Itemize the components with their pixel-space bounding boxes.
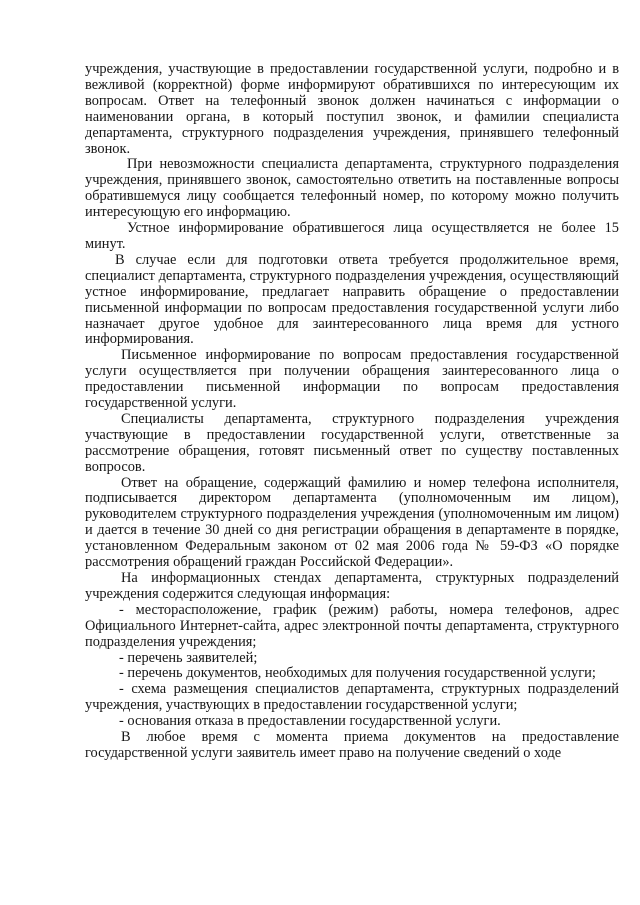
paragraph-impossibility: При невозможности специалиста департамента, структурного подразделения учреждения, принявшего звонок, самостоятельно ответить на поставленные вопросы обратившемуся лицу сообщается телефонный номер, по которому можно получить интересующую его информацию. — [85, 156, 619, 221]
list-item: - перечень заявителей; — [119, 649, 258, 666]
list-item: - схема размещения специалистов департамента, структурных подразделений учреждения, участвующих в предоставлении государственной услуги; — [85, 681, 619, 714]
paragraph-info-stands: На информационных стендах департамента, структурных подразделений учреждения содержится следующая информация: — [85, 570, 619, 602]
paragraph-oral-duration: Устное информирование обратившегося лица осуществляется не более 15 минут. — [85, 220, 619, 252]
paragraph-answer-signing: Ответ на обращение, содержащий фамилию и номер телефона исполнителя, подписывается директором департамента (уполномоченным им лицом), руководителем структурного подразделения учреждения (уполномоченным им лицом) и дается в течение 30 дней со дня регистрации обращения в департаменте в порядке, установленном Федеральным законом от 02 мая 2006 года № 59-ФЗ «О порядке рассмотрения обращений граждан Российской Федерации». — [85, 474, 619, 571]
paragraph-written-info: Письменное информирование по вопросам предоставления государственной услуги осуществляется при получении обращения заинтересованного лица о предоставлении письменной информации по вопросам предоставления государственной услуги. — [85, 347, 619, 412]
paragraph-long-preparation: В случае если для подготовки ответа требуется продолжительное время, специалист департамента, структурного подразделения учреждения, осуществляющий устное информирование, предлагает направить обращение о предоставлении письменной информации по вопросам предоставления государственной услуги либо назначает другое удобное для заинтересованного лица время для устного информирования. — [85, 251, 619, 348]
paragraph-specialists: Специалисты департамента, структурного подразделения учреждения участвующие в предоставлении государственной услуги, ответственные за рассмотрение обращения, готовят письменный ответ по существу поставленных вопросов. — [85, 410, 619, 475]
list-item: - перечень документов, необходимых для получения государственной услуги; — [119, 665, 596, 682]
paragraph-progress-info: В любое время с момента приема документов на предоставление государственной услуги заявитель имеет право на получение сведений о ходе — [85, 729, 619, 761]
paragraph-phone-response: учреждения, участвующие в предоставлении государственной услуги, подробно и в вежливой (корректной) форме информируют обратившихся по интересующим их вопросам. Ответ на телефонный звонок должен начинаться с информации о наименовании органа, в который поступил звонок, и фамилии специалиста департамента, структурного подразделения учреждения, принявшего телефонный звонок. — [85, 61, 619, 157]
document-page — [85, 62, 619, 762]
list-item: - месторасположение, график (режим) работы, номера телефонов, адрес Официального Интернет-сайта, адрес электронной почты департамента, структурного подразделения учреждения; — [85, 601, 619, 650]
list-item: - основания отказа в предоставлении государственной услуги. — [119, 713, 501, 730]
